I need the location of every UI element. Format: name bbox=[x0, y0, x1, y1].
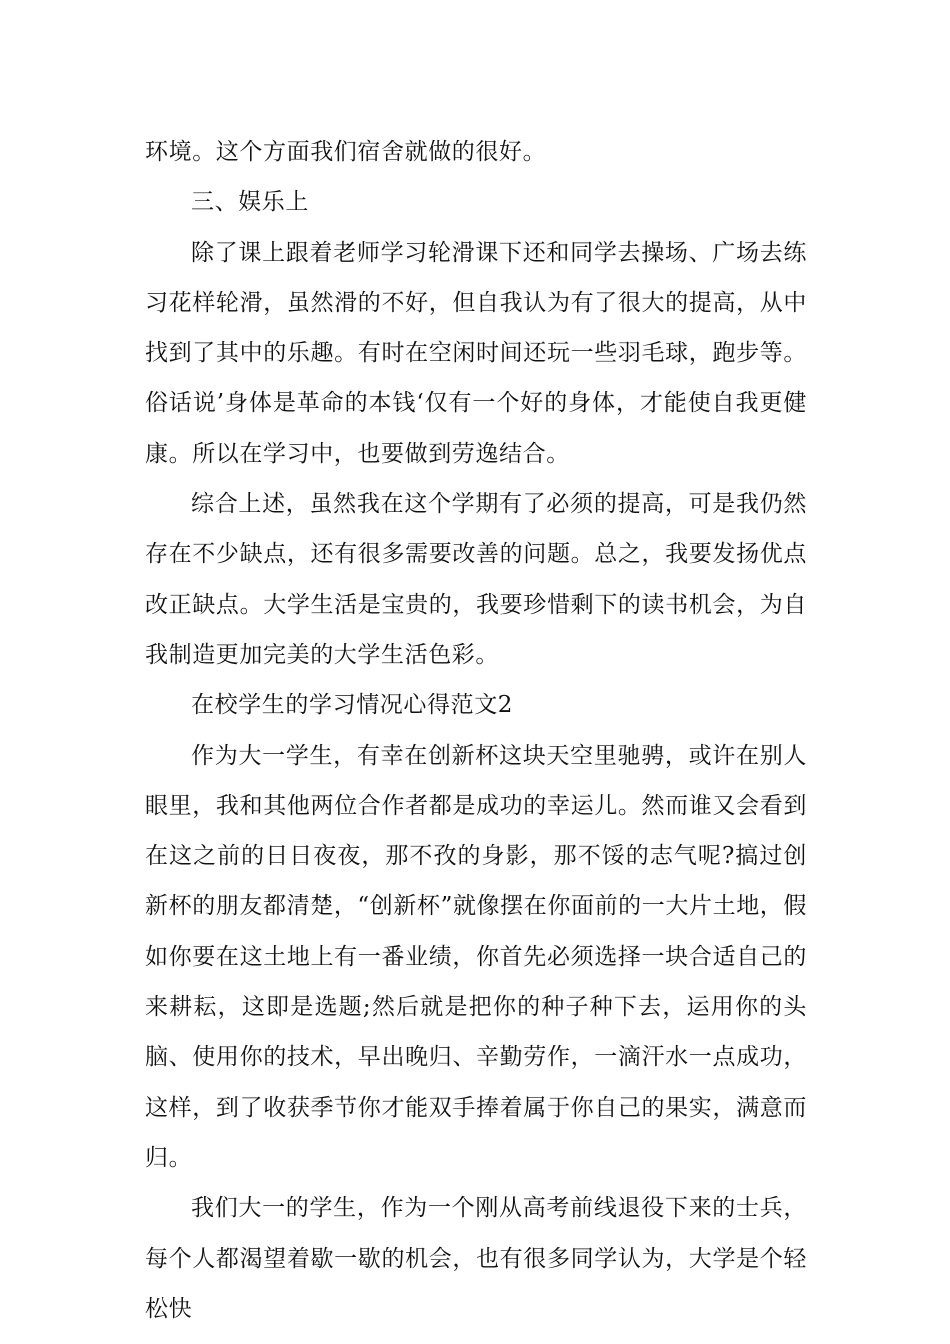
paragraph-continuation: 环境。这个方面我们宿舍就做的很好。 bbox=[145, 139, 547, 165]
section-heading-entertainment: 三、娱乐上 bbox=[191, 189, 309, 216]
paragraph-entertainment: 除了课上跟着老师学习轮滑课下还和同学去操场、广场去练习花样轮滑，虽然滑的不好，但自我认为有了很大的提高，从中找到了其中的乐趣。有时在空闲时间还玩一些羽毛球，跑步等。俗话说’身体是革命的本钱‘仅有一个好的身体，才能使自我更健康。所以在学习中，也要做到劳逸结合。 bbox=[145, 239, 807, 467]
paragraph-innovation-cup: 作为大一学生，有幸在创新杯这块天空里驰骋，或许在别人眼里，我和其他两位合作者都是成功的幸运儿。然而谁又会看到在这之前的日日夜夜，那不孜的身影，那不馁的志气呢?搞过创新杯的朋友都清楚，“创新杯”就像摆在你面前的一大片土地，假如你要在这土地上有一番业绩，你首先必须选择一块合适自己的来耕耘，这即是选题;然后就是把你的种子种下去，运用你的头脑、使用你的技术，早出晚归、辛勤劳作，一滴汗水一点成功，这样，到了收获季节你才能双手捧着属于你自己的果实，满意而归。 bbox=[145, 742, 807, 1171]
paragraph-summary: 综合上述，虽然我在这个学期有了必须的提高，可是我仍然存在不少缺点，还有很多需要改善的问题。总之，我要发扬优点改正缺点。大学生活是宝贵的，我要珍惜剩下的读书机会，为自我制造更加完美的大学生活色彩。 bbox=[145, 491, 807, 668]
paragraph-freshman: 我们大一的学生，作为一个刚从高考前线退役下来的士兵，每个人都渴望着歇一歇的机会，也有很多同学认为，大学是个轻松快 bbox=[145, 1195, 807, 1322]
document-body bbox=[145, 127, 807, 1334]
essay-title-2: 在校学生的学习情况心得范文2 bbox=[191, 692, 514, 719]
